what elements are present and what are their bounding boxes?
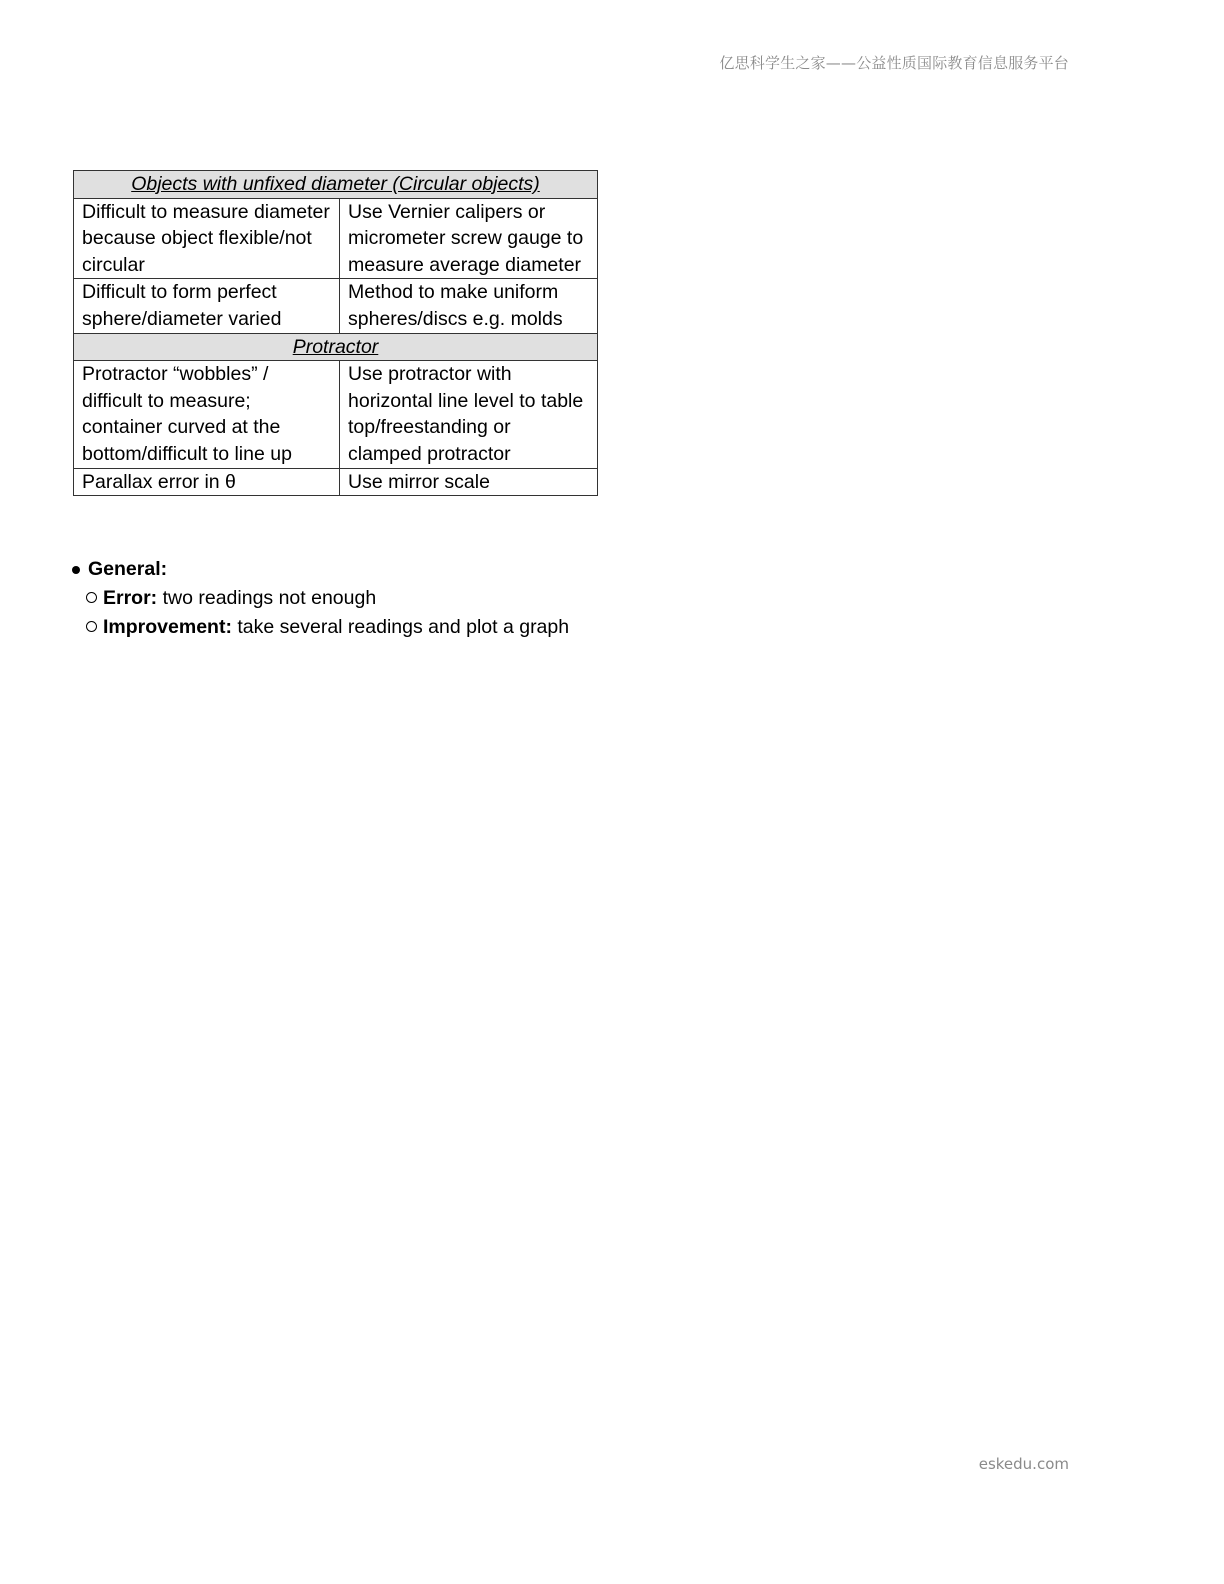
- table-row: [74, 198, 598, 279]
- error-cell: Parallax error in θ: [74, 468, 340, 496]
- error-cell: Protractor “wobbles” / difficult to measure; container curved at the bottom/difficult to line up: [74, 361, 340, 468]
- page-footer: eskedu.com: [978, 1455, 1069, 1473]
- item-label: Improvement:: [103, 616, 232, 638]
- page-header: 亿思科学生之家——公益性质国际教育信息服务平台: [719, 54, 1069, 72]
- improvement-cell: Use mirror scale: [340, 468, 598, 496]
- table-row: [74, 361, 598, 468]
- item-label: Error:: [103, 587, 158, 609]
- list-item: [72, 613, 569, 642]
- section-title-circular: Objects with unfixed diameter (Circular objects): [74, 171, 598, 199]
- errors-improvements-table: [73, 170, 598, 496]
- improvement-cell: Use Vernier calipers or micrometer screw gauge to measure average diameter: [340, 198, 598, 279]
- general-heading-line: [72, 555, 569, 584]
- section-header-row: [74, 333, 598, 361]
- hollow-bullet-icon: [86, 592, 97, 603]
- bullet-icon: [72, 566, 80, 574]
- improvement-cell: Method to make uniform spheres/discs e.g. molds: [340, 279, 598, 333]
- general-heading: General:: [88, 558, 168, 580]
- error-cell: Difficult to measure diameter because object flexible/not circular: [74, 198, 340, 279]
- table-row: [74, 279, 598, 333]
- item-text: take several readings and plot a graph: [237, 616, 570, 638]
- list-item: [72, 584, 569, 613]
- error-cell: Difficult to form perfect sphere/diameter varied: [74, 279, 340, 333]
- section-title-protractor: Protractor: [74, 333, 598, 361]
- table-row: [74, 468, 598, 496]
- section-header-row: [74, 171, 598, 199]
- general-section: [72, 555, 569, 642]
- item-text: two readings not enough: [162, 587, 377, 609]
- improvement-cell: Use protractor with horizontal line level to table top/freestanding or clamped protractor: [340, 361, 598, 468]
- hollow-bullet-icon: [86, 621, 97, 632]
